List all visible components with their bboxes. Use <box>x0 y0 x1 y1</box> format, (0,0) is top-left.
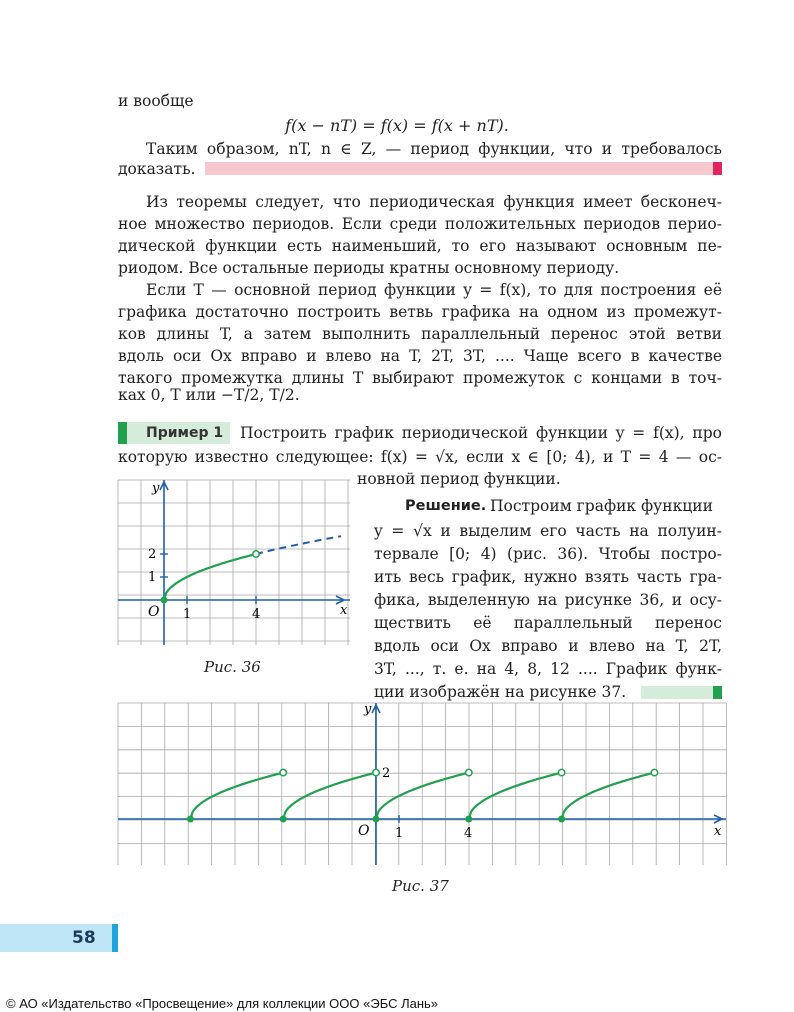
para2-line-5: такого промежутка длины T выбирают промежуток с концами в точ- <box>118 369 722 387</box>
figure-37-caption: Рис. 37 <box>392 877 449 895</box>
para2-line-1: Если T — основной период функции y = f(x), то для построения её <box>146 281 722 299</box>
fig37-open-point <box>651 769 657 775</box>
fig37-x-label: x <box>714 824 722 839</box>
para1-line-4: риодом. Все остальные периоды кратны основному периоду. <box>118 259 620 277</box>
solution-line-2: y = √x и выделим его часть на полуин- <box>374 522 722 540</box>
fig37-open-point <box>558 769 564 775</box>
fig36-y-tick-label-1: 1 <box>148 570 157 585</box>
para2-line-4: вдоль оси Ox вправо и влево на T, 2T, 3T, .... Чаще всего в качестве <box>118 347 722 365</box>
example-tag <box>118 422 230 444</box>
fig37-branch <box>469 773 562 819</box>
solution-label: Решение. <box>405 498 487 514</box>
proof-end-bar <box>205 162 713 175</box>
fig37-open-point <box>280 769 286 775</box>
solution-line-7: вдоль оси Ox вправо и влево на T, 2T, <box>374 637 722 655</box>
fig36-x-label: x <box>340 603 348 618</box>
intro-text: и вообще <box>118 92 194 110</box>
para1-line-1: Из теоремы следует, что периодическая функция имеет бесконеч- <box>146 193 722 211</box>
fig37-grid <box>118 703 726 865</box>
fig36-x-tick-label-1: 1 <box>183 607 192 622</box>
fig37-closed-point <box>373 816 380 823</box>
fig37-closed-point <box>558 816 565 823</box>
fig36-closed-point <box>161 597 168 604</box>
example-line-2: которую известно следующее: f(x) = √x, если x ∈ [0; 4), и T = 4 — ос- <box>118 448 722 466</box>
fig37-branch <box>190 773 283 819</box>
fig36-y-label: y <box>152 481 160 496</box>
page-number: 58 <box>72 928 96 948</box>
fig37-closed-point <box>280 816 287 823</box>
figure-36-graph <box>118 480 350 645</box>
proof-end-marker <box>713 162 722 175</box>
para2-line-2: графика достаточно построить ветвь графика на одном из промежут- <box>118 303 722 321</box>
copyright-notice: © АО «Издательство «Просвещение» для коллекции ООО «ЭБС Лань» <box>6 996 439 1011</box>
periodicity-formula: f(x − nT) = f(x) = f(x + nT). <box>285 116 509 135</box>
solution-line-3: тервале [0; 4) (рис. 36). Чтобы постро- <box>374 545 722 563</box>
fig37-origin-label: O <box>358 823 370 839</box>
solution-line-9: ции изображён на рисунке 37. <box>374 683 627 701</box>
fig37-closed-point <box>465 816 472 823</box>
example-tag-stripe <box>118 422 127 444</box>
fig37-closed-point <box>187 816 194 823</box>
proof-conclusion-line-2: доказать. <box>118 160 196 178</box>
fig37-branch <box>562 773 655 819</box>
para2-line-6: ках 0, T или −T/2, T/2. <box>118 386 300 404</box>
example-tag-label: Пример 1 <box>146 425 224 441</box>
figure-36-caption: Рис. 36 <box>204 658 261 676</box>
solution-line-6: ществить её параллельный перенос <box>374 614 722 632</box>
fig36-sqrt-continuation <box>256 536 341 554</box>
fig37-open-point <box>466 769 472 775</box>
fig37-branch <box>283 773 376 819</box>
example-line-1: Построить график периодической функции y = f(x), про <box>240 424 722 442</box>
fig36-open-point <box>253 551 259 557</box>
fig36-grid <box>118 480 350 645</box>
page-number-marker <box>112 924 118 952</box>
para1-line-2: ное множество периодов. Если среди положительных периодов перио- <box>118 215 722 233</box>
fig36-origin-label: O <box>148 604 160 620</box>
para1-line-3: дической функции есть наименьший, то его называют основным пе- <box>118 237 722 255</box>
example-line-3: новной период функции. <box>357 470 561 488</box>
fig37-x-tick-label-1: 1 <box>395 826 404 841</box>
solution-line-8: 3T, ..., т. е. на 4, 8, 12 .... График функ- <box>374 660 722 678</box>
fig36-y-tick-label-2: 2 <box>148 547 157 562</box>
solution-line-1: Построим график функции <box>490 497 713 515</box>
solution-line-5: фика, выделенную на рисунке 36, и осу- <box>374 591 722 609</box>
solution-line-4: ить весь график, нужно взять часть гра- <box>374 568 722 586</box>
solution-end-bar <box>641 686 713 699</box>
para2-line-3: ков длины T, а затем выполнить параллельный перенос этой ветви <box>118 325 722 343</box>
proof-conclusion-line-1: Таким образом, nT, n ∈ Z, — период функции, что и требовалось <box>146 140 722 158</box>
fig37-y-tick-label-2: 2 <box>382 766 391 781</box>
fig36-x-tick-label-4: 4 <box>252 607 261 622</box>
fig37-y-label: y <box>364 702 372 717</box>
figure-37-graph <box>118 703 726 865</box>
solution-end-marker <box>713 686 722 699</box>
fig37-open-point <box>373 769 379 775</box>
fig37-x-tick-label-4: 4 <box>464 826 473 841</box>
